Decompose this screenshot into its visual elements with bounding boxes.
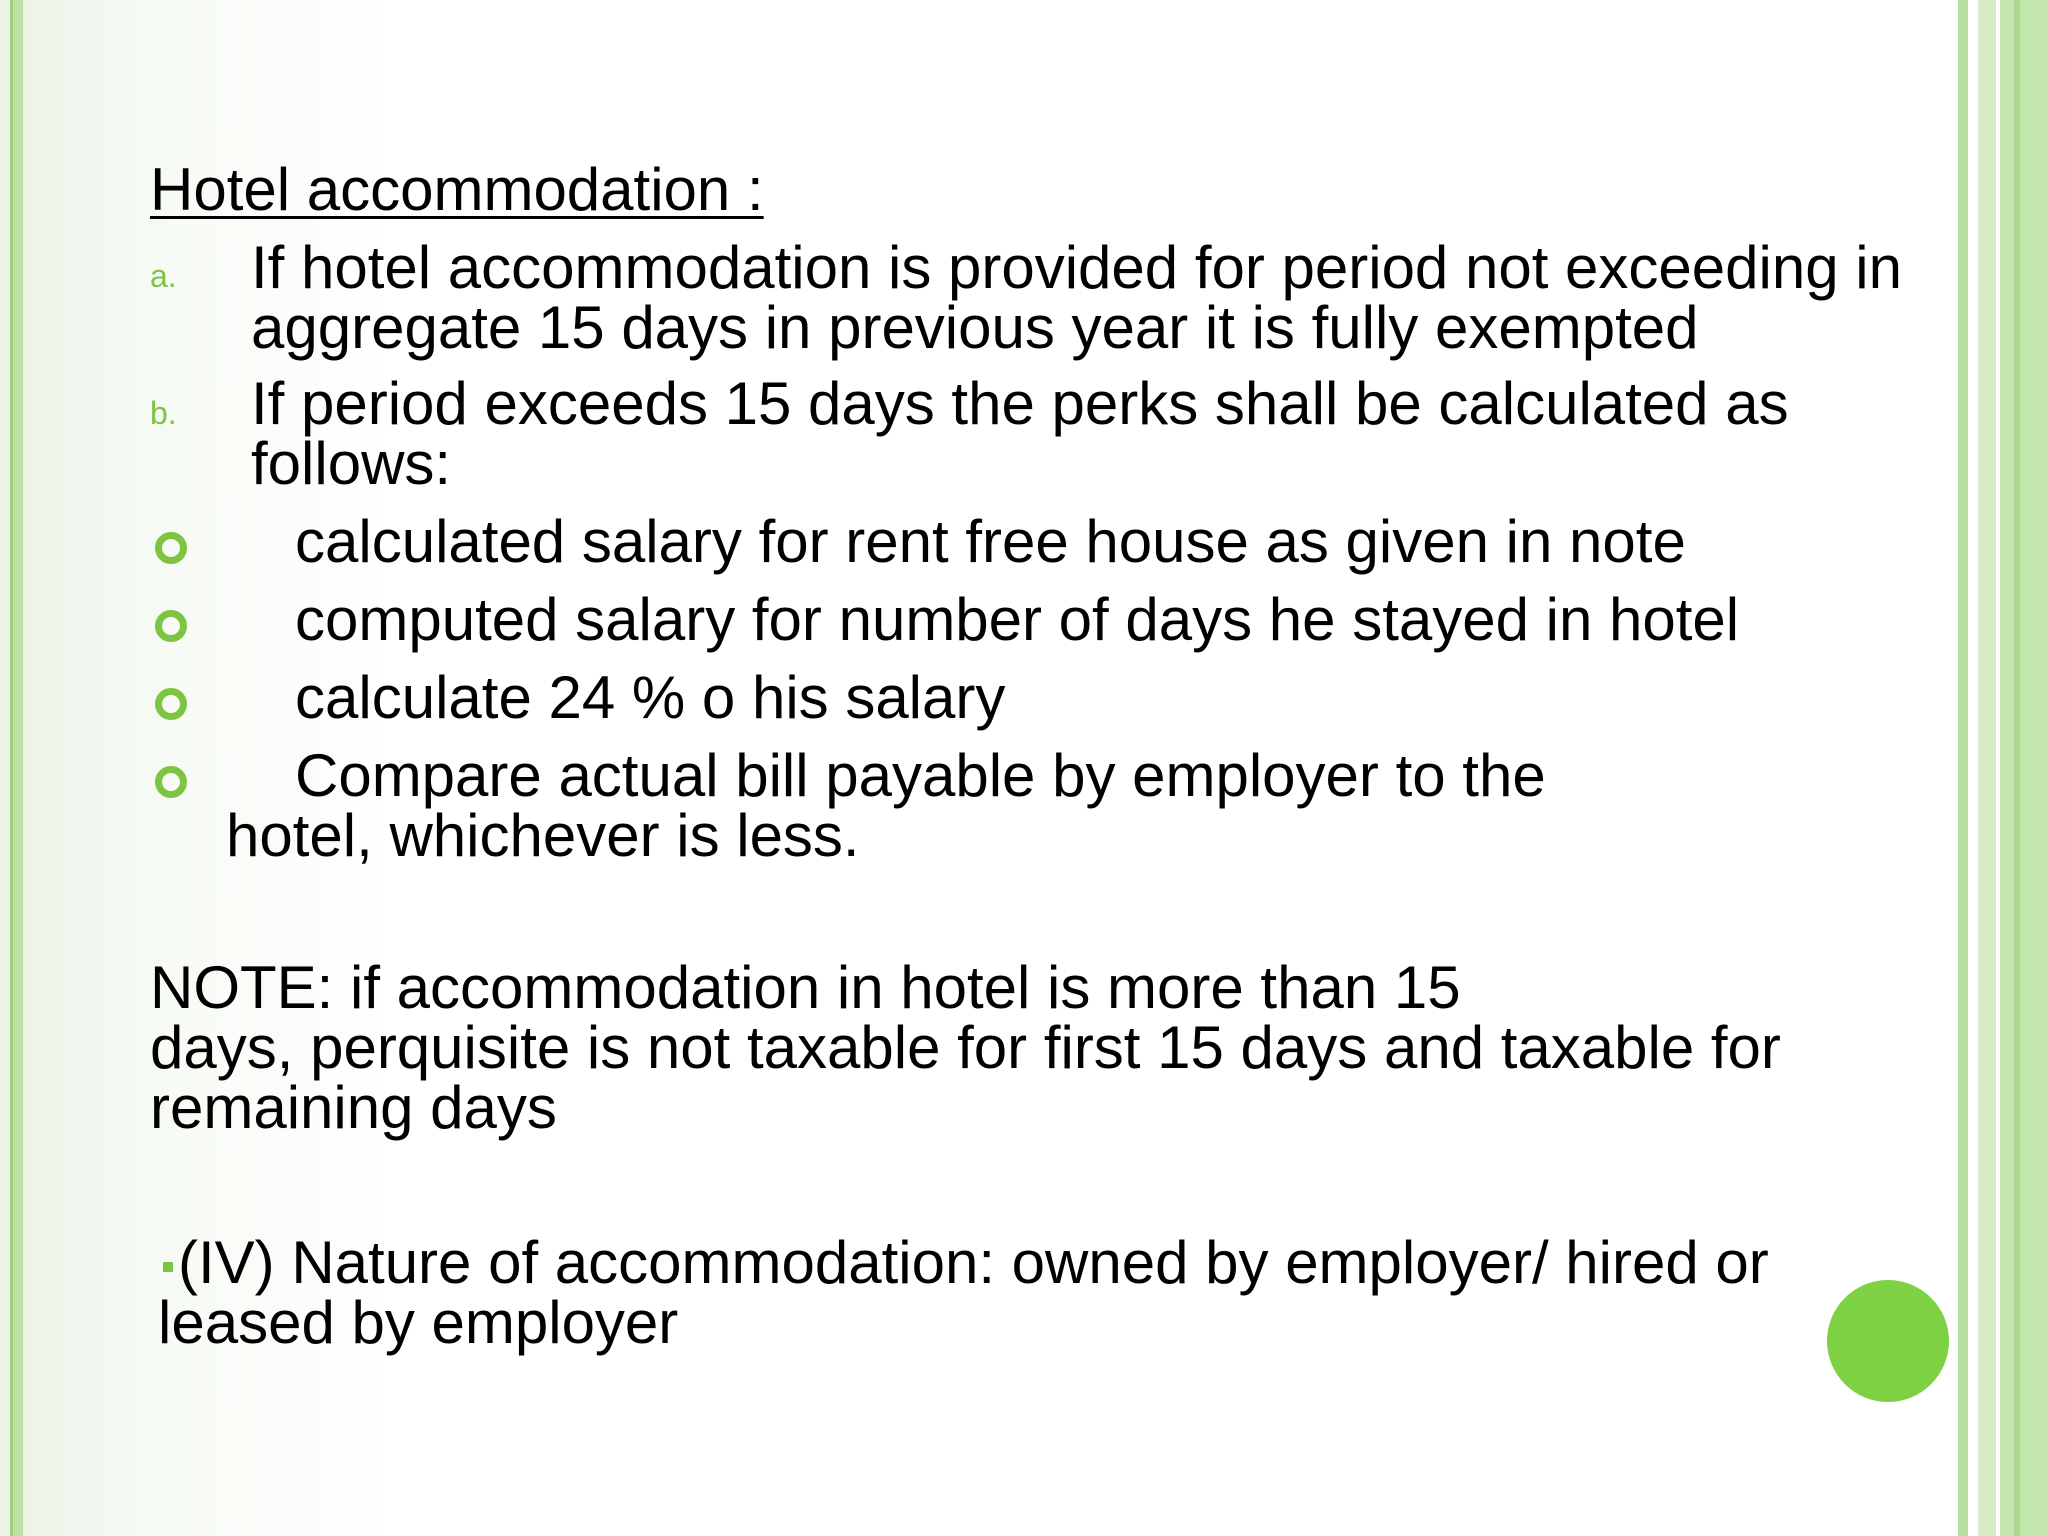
- list-item-a-line-1: If hotel accommodation is provided for period not exceeding in: [251, 234, 1902, 301]
- list-marker-b: b.: [150, 395, 177, 431]
- list-item-a-line-2: aggregate 15 days in previous year it is fully exempted: [251, 294, 1699, 361]
- list-item-b-line-2: follows:: [251, 430, 452, 497]
- note-line-1: NOTE: if accommodation in hotel is more than 15: [150, 954, 1461, 1021]
- right-decorative-stripe: [2014, 0, 2020, 1536]
- nature-line-1: (IV) Nature of accommodation: owned by employer/ hired or: [178, 1229, 1769, 1296]
- nature-line-2: leased by employer: [158, 1289, 679, 1356]
- bullet-item-3: calculate 24 % o his salary: [295, 664, 1006, 731]
- ring-bullet-icon: [155, 610, 187, 642]
- list-marker-a: a.: [150, 258, 177, 294]
- right-decorative-stripe: [1978, 0, 1996, 1536]
- bullet-item-4-line-1: Compare actual bill payable by employer to the: [295, 742, 1546, 809]
- note-line-2: days, perquisite is not taxable for first 15 days and taxable for: [150, 1014, 1781, 1081]
- list-item-b-line-1: If period exceeds 15 days the perks shall be calculated as: [251, 370, 1789, 437]
- ring-bullet-icon: [155, 532, 187, 564]
- ring-bullet-icon: [155, 766, 187, 798]
- ring-bullet-icon: [155, 688, 187, 720]
- right-decorative-stripe: [2000, 0, 2048, 1536]
- bullet-item-1: calculated salary for rent free house as given in note: [295, 508, 1686, 575]
- square-bullet-icon: [163, 1262, 173, 1272]
- bullet-item-4-line-2: hotel, whichever is less.: [226, 802, 860, 869]
- bullet-item-2: computed salary for number of days he stayed in hotel: [295, 586, 1740, 653]
- slide-heading: Hotel accommodation :: [150, 156, 764, 223]
- note-line-3: remaining days: [150, 1074, 557, 1141]
